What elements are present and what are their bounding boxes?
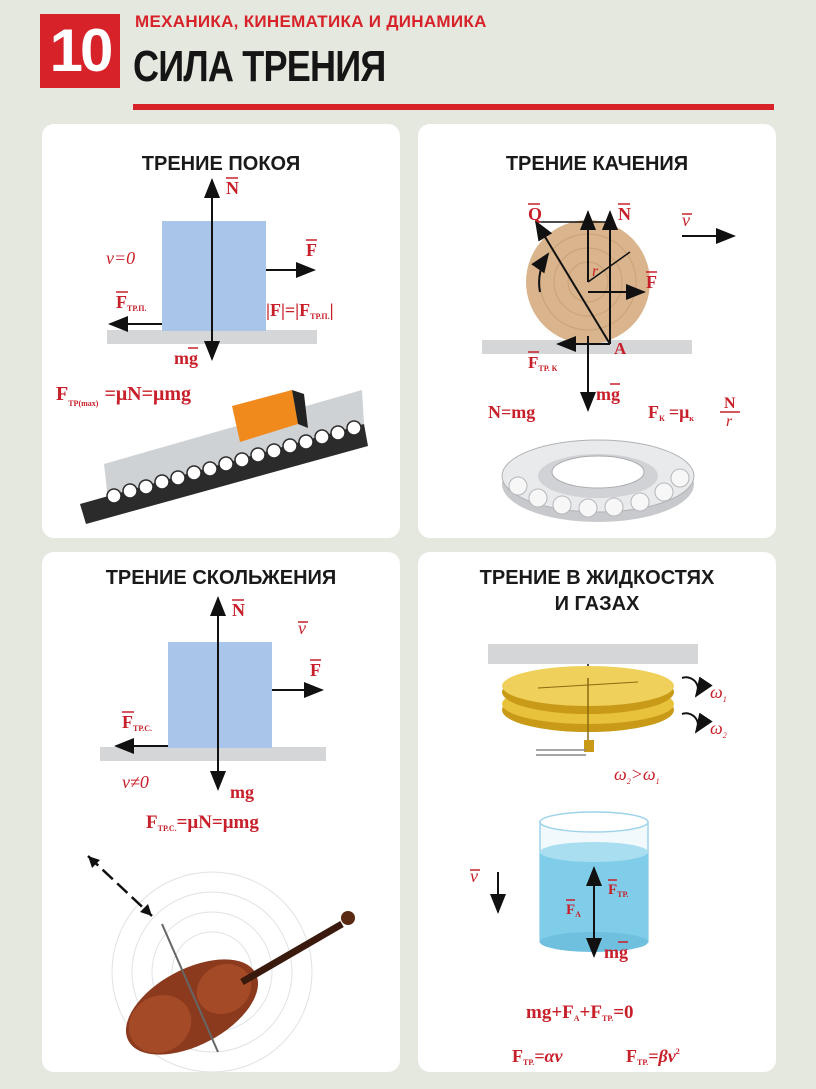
label-Ftr: $F_{ТР.}$ <box>608 882 629 899</box>
rotating-discs <box>502 666 674 755</box>
section-subtitle: МЕХАНИКА, КИНЕМАТИКА И ДИНАМИКА <box>135 12 487 31</box>
label-F: F <box>310 660 321 680</box>
label-Ftr: FТР.П. <box>116 292 147 313</box>
label-F: F <box>646 272 657 292</box>
linear-drag-formula: FТР.=αv <box>512 1046 563 1067</box>
equality-formula: |F|=|FТР.П.| <box>266 300 334 321</box>
surface <box>100 747 326 761</box>
panel-static-friction <box>42 124 400 538</box>
label-v: v <box>682 210 690 230</box>
panel-title: ТРЕНИЕ ПОКОЯ <box>141 153 301 175</box>
fluid-friction-diagram <box>418 552 776 1072</box>
label-N: N <box>232 600 245 620</box>
force-balance-formula: mg+FA+FТР.=0 <box>526 1002 634 1023</box>
panel-title: ТРЕНИЕ СКОЛЬЖЕНИЯ <box>105 567 337 589</box>
conveyor-illustration <box>80 390 368 524</box>
label-mg: mg <box>596 384 620 404</box>
label-v: v <box>298 618 306 638</box>
topic-number-badge: 10 <box>40 14 120 88</box>
block <box>168 642 272 748</box>
label-Ftr: FТР. К <box>528 353 558 373</box>
quadratic-drag-formula: $FТР.=\beta v^2$ <box>626 1046 680 1067</box>
label-mg: mg <box>230 782 254 802</box>
label-omega2: $\omega_2$ <box>710 718 727 740</box>
static-friction-diagram <box>42 124 400 538</box>
label-mg: mg <box>604 942 628 962</box>
rolling-friction-diagram <box>418 124 776 538</box>
ball-bearing-illustration <box>502 440 694 522</box>
label-N: N <box>226 178 239 198</box>
page-title: СИЛА ТРЕНИЯ <box>133 42 386 91</box>
panel-sliding-friction <box>42 552 400 1072</box>
panel-title: ТРЕНИЕ КАЧЕНИЯ <box>505 153 689 175</box>
label-mg: mg <box>174 348 198 368</box>
label-r: r <box>592 263 599 280</box>
rolling-friction-formula: FК =μк <box>648 402 694 423</box>
violin-illustration <box>88 856 355 1072</box>
fraction-numerator: N <box>724 395 736 412</box>
panel-rolling-friction <box>418 124 776 538</box>
label-v0: v=0 <box>106 248 136 268</box>
label-FA: $F_A$ <box>566 902 581 919</box>
label-N: N <box>618 204 631 224</box>
block <box>162 221 266 331</box>
max-static-friction-formula: $F_{ТР(max)} =\mu N=\mu mg$ <box>56 383 192 408</box>
sliding-friction-diagram <box>42 552 400 1072</box>
label-Ftr: FТР.С. <box>122 712 152 733</box>
ceiling <box>488 644 698 664</box>
panel-title-line2: И ГАЗАХ <box>554 593 640 615</box>
panel-fluid-friction <box>418 552 776 1072</box>
fraction-denominator: r <box>726 413 733 430</box>
label-v-ne-0: v≠0 <box>122 772 149 792</box>
label-Q: Q <box>528 204 543 224</box>
label-omega1: $\omega_1$ <box>710 682 727 704</box>
omega-comparison: $\omega_2>\omega_1$ <box>614 764 660 786</box>
title-underline <box>133 104 774 110</box>
label-v: v <box>470 866 478 886</box>
label-F: F <box>306 240 317 260</box>
sliding-friction-formula: FТР.С.=μN=μmg <box>146 812 259 833</box>
label-N-eq-mg: N=mg <box>488 402 536 422</box>
panel-title-line1: ТРЕНИЕ В ЖИДКОСТЯХ <box>479 567 715 589</box>
label-A: A <box>614 339 627 358</box>
